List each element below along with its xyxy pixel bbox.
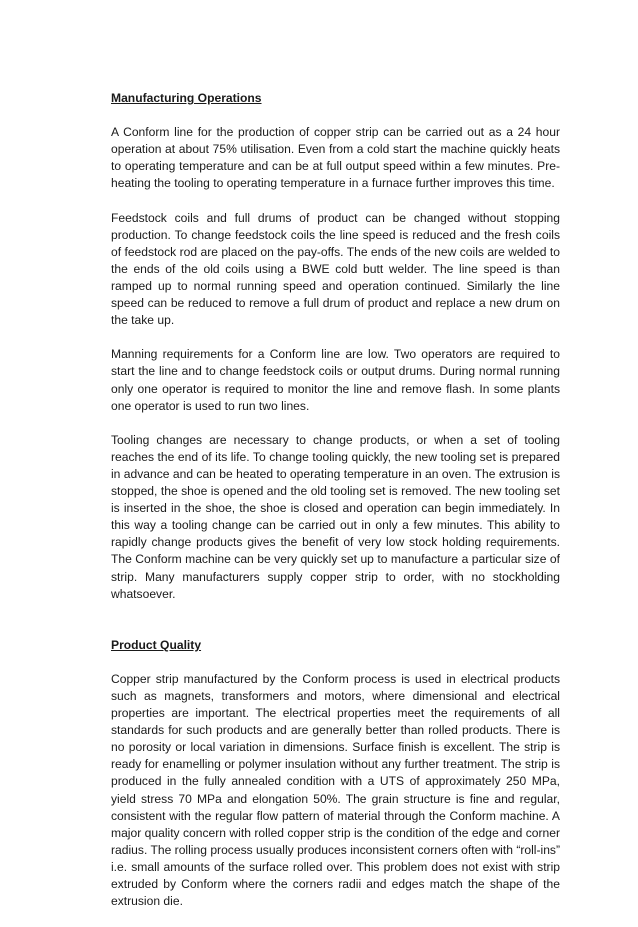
paragraph: Copper strip manufactured by the Conform process is used in electrical products such as magnets, transformers and motors, where dimensional and electrical properties are important. The electrical properties meet the requirements of all standards for such products and are generally better than rolled products. There is no porosity or local variation in dimensions. Surface finish is excellent. The strip is ready for enamelling or polymer insulation without any further treatment. The strip is produced in the fully annealed condition with a UTS of approximately 250 MPa, yield stress 70 MPa and elongation 50%. The grain structure is fine and regular, consistent with the regular flow pattern of material through the Conform machine. A major quality concern with rolled copper strip is the condition of the edge and corner radius. The rolling process usually produces inconsistent corners often with “roll-ins” i.e. small amounts of the surface rolled over. This problem does not exist with strip extruded by Conform where the corners radii and edges match the shape of the extrusion die. bbox=[111, 671, 560, 909]
paragraph: A Conform line for the production of copper strip can be carried out as a 24 hour operation at about 75% utilisation. Even from a cold start the machine quickly heats to operating temperature and can be at full output speed within a few minutes. Pre-heating the tooling to operating temperature in a furnace further improves this time. bbox=[111, 125, 560, 191]
paragraph: Manning requirements for a Conform line are low. Two operators are required to start the line and to change feedstock coils or output drums. During normal running only one operator is required to monitor the line and remove flash. In some plants one operator is used to run two lines. bbox=[111, 347, 560, 413]
document-body bbox=[111, 90, 560, 927]
section-spacer bbox=[111, 620, 560, 637]
section-heading: Manufacturing Operations bbox=[111, 91, 262, 105]
section-heading: Product Quality bbox=[111, 637, 202, 652]
section-manufacturing-operations bbox=[111, 90, 560, 603]
section-product-quality bbox=[111, 637, 560, 910]
paragraph: Tooling changes are necessary to change products, or when a set of tooling reaches the end of its life. To change tooling quickly, the new tooling set is prepared in advance and can be heated to operating temperature in an oven. The extrusion is stopped, the shoe is opened and the old tooling set is removed. The new tooling set is inserted in the shoe, the shoe is closed and operation can begin immediately. In this way a tooling change can be carried out in only a few minutes. This ability to rapidly change products gives the benefit of very low stock holding requirements. The Conform machine can be very quickly set up to manufacture a particular size of strip. Many manufacturers supply copper strip to order, with no stockholding whatsoever. bbox=[111, 432, 560, 601]
paragraph: Feedstock coils and full drums of product can be changed without stopping production. To change feedstock coils the line speed is reduced and the fresh coils of feedstock rod are placed on the pay-offs. The ends of the new coils are welded to the ends of the old coils using a BWE cold butt welder. The line speed is than ramped up to normal running speed and operation continued. Similarly the line speed can be reduced to remove a full drum of product and replace a new drum on the take up. bbox=[111, 210, 560, 328]
